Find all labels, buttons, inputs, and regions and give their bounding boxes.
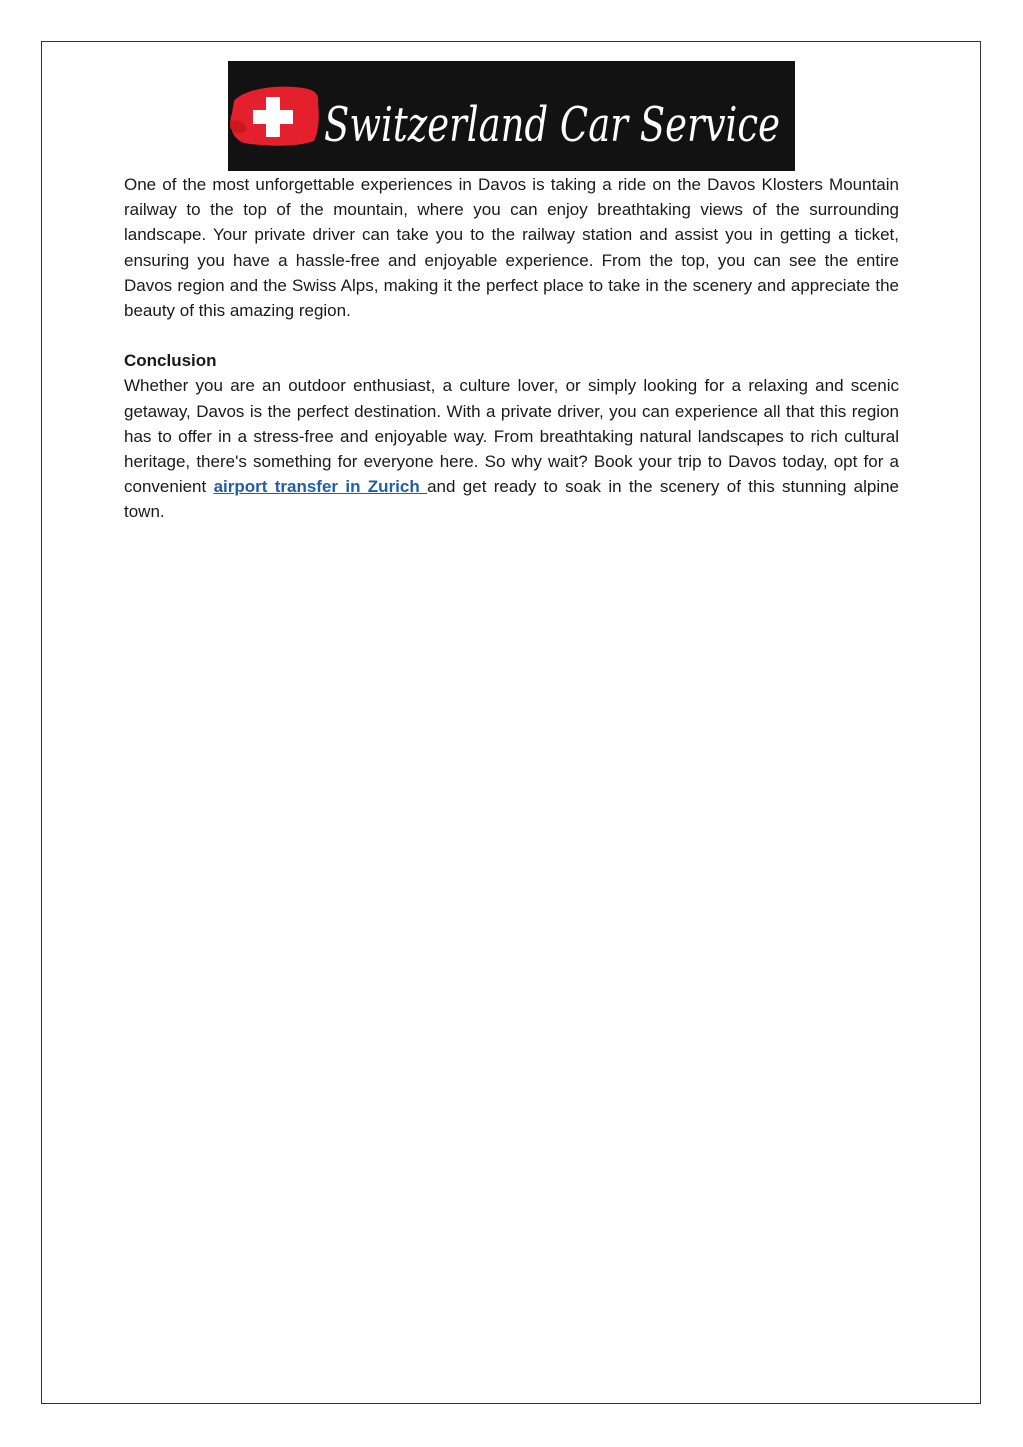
section-heading: Conclusion bbox=[124, 351, 217, 371]
logo-text: Switzerland Car Service bbox=[324, 97, 780, 153]
body-paragraph: One of the most unforgettable experiences in Davos is taking a ride on the Davos Klosters Mountain railway to the top of the mountain, where you can enjoy breathtaking views of the surrounding landscape. Your private driver can take you to the railway station and assist you in getting a ticket, ensuring you have a hassle-free and enjoyable experience. From the top, you can see the entire Davos region and the Swiss Alps, making it the perfect place to take in the scenery and appreciate the beauty of this amazing region. bbox=[124, 175, 899, 321]
document-body bbox=[124, 172, 899, 525]
conclusion-text-end: and get ready to soak in the scenery of this stunning alpine town. bbox=[124, 477, 900, 522]
swiss-flag-icon bbox=[230, 87, 319, 146]
brand-logo bbox=[228, 61, 795, 171]
conclusion-paragraph bbox=[124, 373, 899, 524]
airport-transfer-link[interactable]: airport transfer in Zurich bbox=[213, 477, 428, 497]
conclusion-text: Whether you are an outdoor enthusiast, a culture lover, or simply looking for a relaxing and scenic getaway, Davos is the perfect destination. With a private driver, you can experience all that this region has to offer in a stress-free and enjoyable way. From breathtaking natural landscapes to rich cultural heritage, there's something for everyone here. So why wait? Book your trip to Davos today, opt for a convenient bbox=[124, 376, 899, 497]
paragraph-spacer bbox=[124, 323, 899, 348]
